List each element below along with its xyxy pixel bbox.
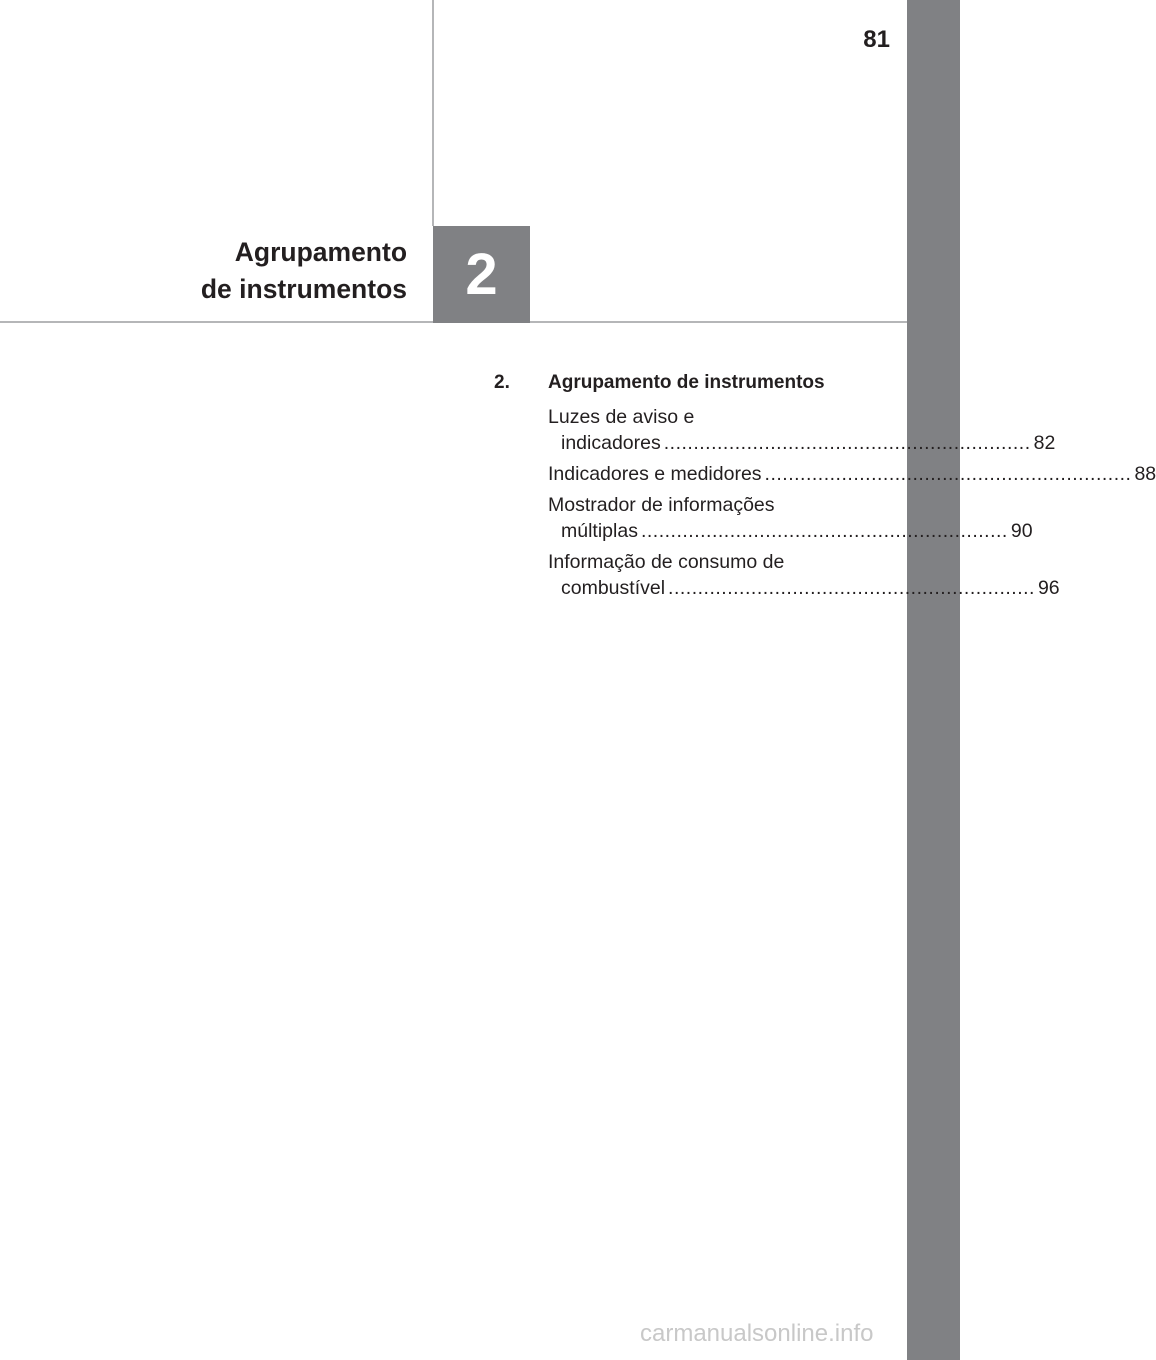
toc-leader-dots: .............................................................. xyxy=(668,577,1035,599)
toc-leader-dots: .............................................................. xyxy=(663,432,1031,454)
toc-heading-number: 2. xyxy=(494,372,510,393)
toc-entry[interactable] xyxy=(548,549,1060,601)
side-thumb-tab xyxy=(907,0,960,1360)
toc-leader-dots: .............................................................. xyxy=(764,463,1132,485)
toc-entry[interactable] xyxy=(548,461,1156,487)
toc-entry-title-line2: Indicadores e medidores xyxy=(548,463,762,485)
toc-entry-page: 88 xyxy=(1134,463,1156,485)
toc-entry-title-line1: Informação de consumo de xyxy=(548,551,785,573)
watermark: carmanualsonline.info xyxy=(640,1320,874,1347)
toc-entry[interactable] xyxy=(548,492,1033,544)
chapter-number-box: 2 xyxy=(433,226,530,323)
table-of-contents xyxy=(494,370,1156,606)
toc-entry-title-line2: múltiplas xyxy=(561,520,638,542)
toc-leader-dots: .............................................................. xyxy=(640,520,1008,542)
toc-entry-title-line2: indicadores xyxy=(561,432,661,454)
chapter-title xyxy=(201,234,407,308)
toc-entry-title-line1: Luzes de aviso e xyxy=(548,406,695,428)
toc-entry-page: 82 xyxy=(1033,432,1056,454)
toc-entry-page: 90 xyxy=(1010,520,1033,542)
vertical-rule xyxy=(432,0,434,226)
chapter-title-line2: de instrumentos xyxy=(200,274,407,304)
toc-entry-page: 96 xyxy=(1037,577,1060,599)
toc-entry-title-line1: Mostrador de informações xyxy=(548,494,775,516)
chapter-title-line1: Agrupamento xyxy=(234,237,407,267)
toc-heading-title: Agrupamento de instrumentos xyxy=(548,372,825,393)
toc-heading xyxy=(494,370,846,396)
page-number: 81 xyxy=(863,26,890,53)
toc-entry-title-line2: combustível xyxy=(561,577,666,599)
toc-entry[interactable] xyxy=(548,404,1056,456)
